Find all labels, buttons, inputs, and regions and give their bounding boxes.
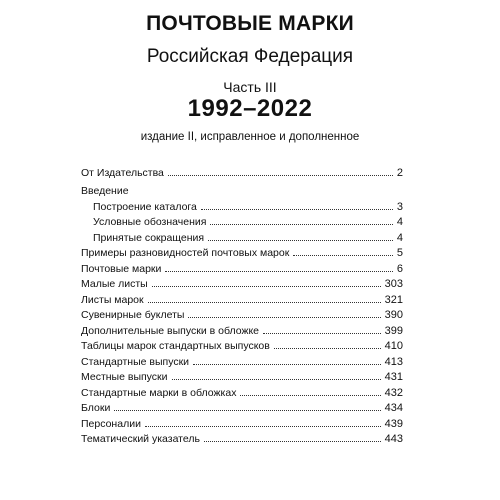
toc-leader-dots <box>193 364 381 365</box>
toc-leader-dots <box>165 271 392 272</box>
toc-entry-label: Дополнительные выпуски в обложке <box>81 324 260 337</box>
toc-entry-label: Таблицы марок стандартных выпусков <box>81 340 270 352</box>
toc-entry <box>81 163 403 179</box>
toc-entry-page: 434 <box>384 402 403 414</box>
toc-subentry <box>81 197 403 213</box>
toc-entry-page: 432 <box>384 386 403 399</box>
toc-leader-dots <box>274 348 381 349</box>
toc-leader-dots <box>201 209 393 210</box>
toc-entry <box>81 414 403 430</box>
book-subtitle: Российская Федерация <box>146 46 354 67</box>
table-of-contents <box>81 163 403 445</box>
toc-entry <box>81 259 403 275</box>
toc-section-heading <box>81 182 403 198</box>
toc-entry-label: Почтовые марки <box>81 262 162 275</box>
toc-entry-label: Тематический указатель <box>81 433 200 445</box>
toc-entry-label: Построение каталога <box>93 200 197 213</box>
toc-entry-label: Малые листы <box>81 278 148 290</box>
toc-leader-dots <box>168 175 393 176</box>
toc-leader-dots <box>114 410 380 411</box>
toc-entry <box>81 352 403 368</box>
toc-leader-dots <box>172 379 381 380</box>
toc-entry-label: От Издательства <box>81 166 164 179</box>
toc-leader-dots <box>188 317 380 318</box>
toc-entry-page: 413 <box>384 355 403 368</box>
toc-entry <box>81 399 403 415</box>
toc-entry-label: Условные обозначения <box>93 216 207 228</box>
toc-entry-label: Блоки <box>81 402 111 414</box>
toc-entry-label: Стандартные выпуски <box>81 355 190 368</box>
toc-entry-label: Персоналии <box>81 417 141 430</box>
toc-entry-page: 399 <box>384 324 403 337</box>
toc-entry-page: 4 <box>396 216 403 228</box>
toc-entry-label: Стандартные марки в обложках <box>81 386 237 399</box>
book-years: 1992–2022 <box>187 95 313 122</box>
toc-entry-label: Примеры разновидностей почтовых марок <box>81 247 290 259</box>
toc-leader-dots <box>263 333 381 334</box>
toc-entry-label: Принятые сокращения <box>93 231 205 244</box>
toc-subentry <box>81 228 403 244</box>
toc-entry <box>81 290 403 306</box>
toc-leader-dots <box>204 441 381 442</box>
toc-entry-page: 4 <box>396 231 403 244</box>
toc-entry-page: 390 <box>384 309 403 321</box>
toc-leader-dots <box>240 395 380 396</box>
toc-entry <box>81 368 403 384</box>
toc-entry-label: Листы марок <box>81 293 144 306</box>
toc-entry-page: 3 <box>396 200 403 213</box>
toc-entry-page: 6 <box>396 262 403 275</box>
toc-entry-label: Сувенирные буклеты <box>81 309 185 321</box>
toc-leader-dots <box>293 255 393 256</box>
toc-leader-dots <box>210 224 392 225</box>
toc-entry <box>81 337 403 353</box>
toc-entry <box>81 275 403 291</box>
book-part: Часть III <box>223 79 277 95</box>
toc-entry-label: Местные выпуски <box>81 371 168 383</box>
toc-entry-label: Введение <box>81 185 129 197</box>
toc-entry-page: 321 <box>384 293 403 306</box>
toc-subentry <box>81 213 403 229</box>
toc-entry-page: 2 <box>396 166 403 179</box>
toc-entry <box>81 321 403 337</box>
toc-entry-page: 303 <box>384 278 403 290</box>
book-edition: издание II, исправленное и дополненное <box>140 131 360 143</box>
toc-leader-dots <box>152 286 381 287</box>
toc-leader-dots <box>208 240 393 241</box>
toc-entry-page: 410 <box>384 340 403 352</box>
toc-entry-page: 439 <box>384 417 403 430</box>
toc-entry <box>81 244 403 260</box>
toc-entry <box>81 306 403 322</box>
toc-entry-page: 431 <box>384 371 403 383</box>
toc-leader-dots <box>145 426 381 427</box>
toc-entry-page: 5 <box>396 247 403 259</box>
book-title: ПОЧТОВЫЕ МАРКИ <box>146 12 354 35</box>
toc-entry-page: 443 <box>384 433 403 445</box>
toc-leader-dots <box>148 302 381 303</box>
toc-entry <box>81 383 403 399</box>
toc-entry <box>81 430 403 446</box>
